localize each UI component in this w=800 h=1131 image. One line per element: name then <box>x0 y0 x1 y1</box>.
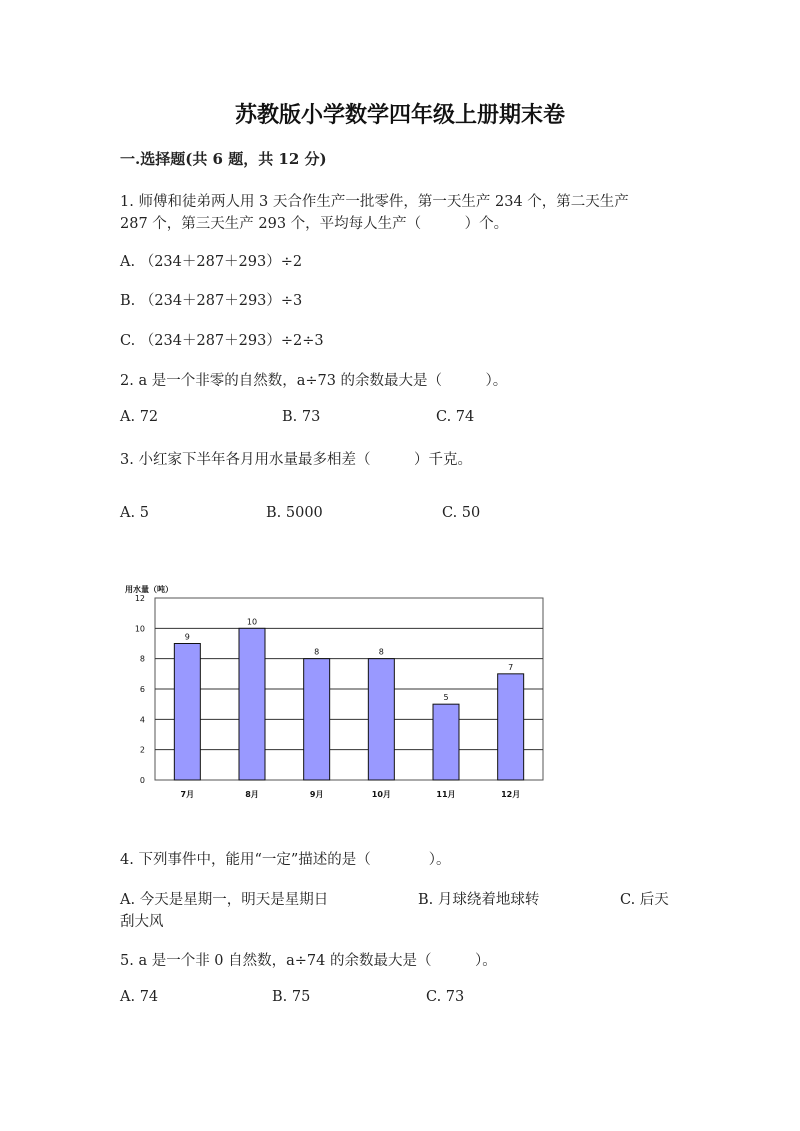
section-heading: 一.选择题(共 6 题，共 12 分) <box>120 150 327 168</box>
question-1-line-2: 287 个，第三天生产 293 个，平均每人生产（ ）个。 <box>120 216 509 232</box>
question-4-option-c-continued: 刮大风 <box>120 914 164 930</box>
data-label: 10 <box>246 617 258 627</box>
x-tick-label: 8月 <box>245 790 259 799</box>
question-4-text: 4. 下列事件中，能用“一定”描述的是（ ）。 <box>120 852 451 868</box>
y-tick-label: 0 <box>139 776 145 785</box>
water-usage-chart <box>118 580 558 809</box>
question-3-option-b: B. 5000 <box>266 505 323 521</box>
data-label: 5 <box>443 693 449 703</box>
question-3-option-a: A. 5 <box>120 505 149 521</box>
question-3-option-c: C. 50 <box>442 505 481 521</box>
data-label: 8 <box>378 647 384 657</box>
y-tick-label: 8 <box>139 654 145 664</box>
y-tick-label: 10 <box>134 624 145 634</box>
bar <box>239 628 265 780</box>
data-label: 9 <box>184 632 190 642</box>
question-2-option-b: B. 73 <box>282 409 321 425</box>
x-tick-label: 10月 <box>371 790 391 799</box>
question-1-option-a: A. （234＋287＋293）÷2 <box>120 254 303 270</box>
y-tick-label: 6 <box>139 685 145 694</box>
question-2-option-a: A. 72 <box>120 409 159 425</box>
question-4-option-b: B. 月球绕着地球转 <box>418 892 540 908</box>
bar <box>174 644 200 781</box>
y-axis-label: 用水量（吨） <box>125 585 173 594</box>
data-label: 7 <box>508 662 514 672</box>
question-4-option-c: C. 后天 <box>620 892 669 908</box>
bar <box>368 659 394 780</box>
question-3-text: 3. 小红家下半年各月用水量最多相差（ ）千克。 <box>120 452 472 468</box>
question-2-text: 2. a 是一个非零的自然数，a÷73 的余数最大是（ ）。 <box>120 373 508 389</box>
question-5-option-a: A. 74 <box>120 989 159 1005</box>
y-tick-label: 2 <box>139 745 145 755</box>
bar <box>433 704 459 780</box>
data-label: 8 <box>314 647 320 657</box>
bar <box>498 674 524 780</box>
question-1-option-c: C. （234＋287＋293）÷2÷3 <box>120 333 324 349</box>
page-title: 苏教版小学数学四年级上册期末卷 <box>234 102 565 128</box>
question-1-line-1: 1. 师傅和徒弟两人用 3 天合作生产一批零件，第一天生产 234 个，第二天生产 <box>120 194 629 210</box>
question-1-option-b: B. （234＋287＋293）÷3 <box>120 293 303 309</box>
question-2-option-c: C. 74 <box>436 409 475 425</box>
question-5-option-b: B. 75 <box>272 989 311 1005</box>
y-tick-label: 12 <box>134 594 145 603</box>
bar <box>304 659 330 780</box>
x-tick-label: 12月 <box>501 790 521 799</box>
x-tick-label: 7月 <box>180 790 195 799</box>
y-tick-label: 4 <box>139 715 145 725</box>
x-tick-label: 9月 <box>309 790 324 799</box>
question-5-option-c: C. 73 <box>426 989 465 1005</box>
question-5-text: 5. a 是一个非 0 自然数，a÷74 的余数最大是（ ）。 <box>120 953 497 969</box>
question-4-option-a: A. 今天是星期一，明天是星期日 <box>120 892 329 908</box>
water-usage-chart-svg <box>118 580 558 805</box>
x-tick-label: 11月 <box>436 790 456 799</box>
